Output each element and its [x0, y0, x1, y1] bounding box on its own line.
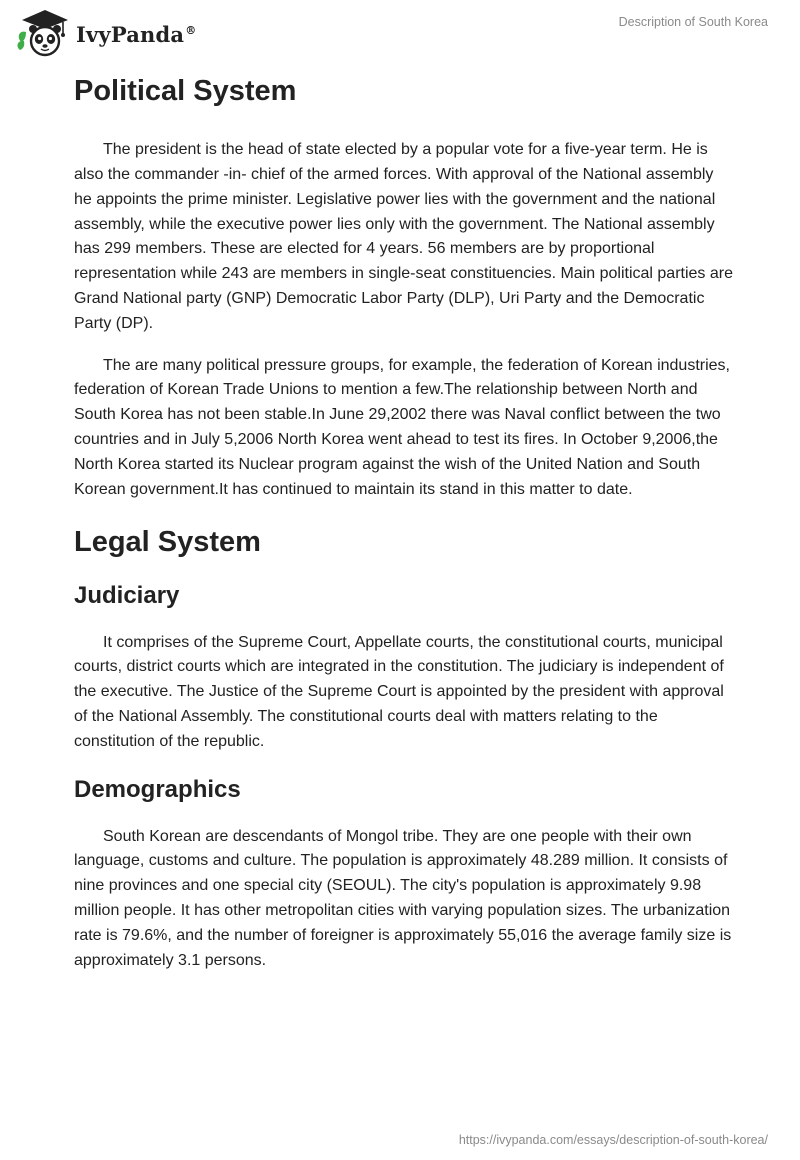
- paragraph-political-1: The president is the head of state elected by a popular vote for a five-year term. He is also the commander -in- chief of the armed forces. With approval of the National assembly he appoints the prime minister. Legislative power lies with the government and the national assembly, while the executive power lies only with the government. The National assembly has 299 members. These are elected for 4 years. 56 members are by proportional representation while 243 are members in single-seat constituencies. Main political parties are Grand National party (GNP) Democratic Labor Party (DLP), Uri Party and the Democratic Party (DP).: [74, 141, 733, 332]
- heading-legal-system: Legal System: [74, 526, 261, 559]
- paragraph-judiciary: It comprises of the Supreme Court, Appellate courts, the constitutional courts, municipal courts, district courts which are integrated in the constitution. The judiciary is independent of the executive. The Justice of the Supreme Court is appointed by the president with approval of the National Assembly. The constitutional courts deal with matters relating to the constitution of the republic.: [74, 633, 724, 750]
- panda-graduate-icon: [16, 8, 74, 58]
- registered-mark: ®: [185, 23, 197, 37]
- document-title: Description of South Korea: [618, 15, 768, 29]
- paragraph-demographics: South Korean are descendants of Mongol tribe. They are one people with their own language, customs and culture. The population is approximately 48.289 million. It consists of nine provinces and one special city (SEOUL). The city's population is approximately 9.98 million people. It has other metropolitan cities with varying population sizes. The urbanization rate is 79.6%, and the number of foreigner is approximately 55,016 the average family size is approximately 3.1 persons.: [74, 827, 732, 969]
- heading-demographics: Demographics: [74, 775, 241, 803]
- page-header: [0, 0, 800, 62]
- essay-content: [74, 68, 734, 973]
- ivypanda-logo[interactable]: [16, 8, 196, 58]
- heading-judiciary: Judiciary: [74, 581, 180, 609]
- logo-text: IvyPanda®: [76, 21, 197, 47]
- paragraph-political-2: The are many political pressure groups, for example, the federation of Korean industries, federation of Korean Trade Unions to mention a few.The relationship between North and South Korea has not been stable.In June 29,2002 there was Naval conflict between the two countries and in July 5,2006 North Korea went ahead to test its fires. In October 9,2006,the North Korea started its Nuclear program against the wish of the United Nation and South Korean government.It has continued to maintain its stand in this matter to date.: [74, 356, 730, 498]
- source-url-link[interactable]: https://ivypanda.com/essays/description-of-south-korea/: [458, 1133, 768, 1147]
- heading-political-system: Political System: [74, 75, 297, 107]
